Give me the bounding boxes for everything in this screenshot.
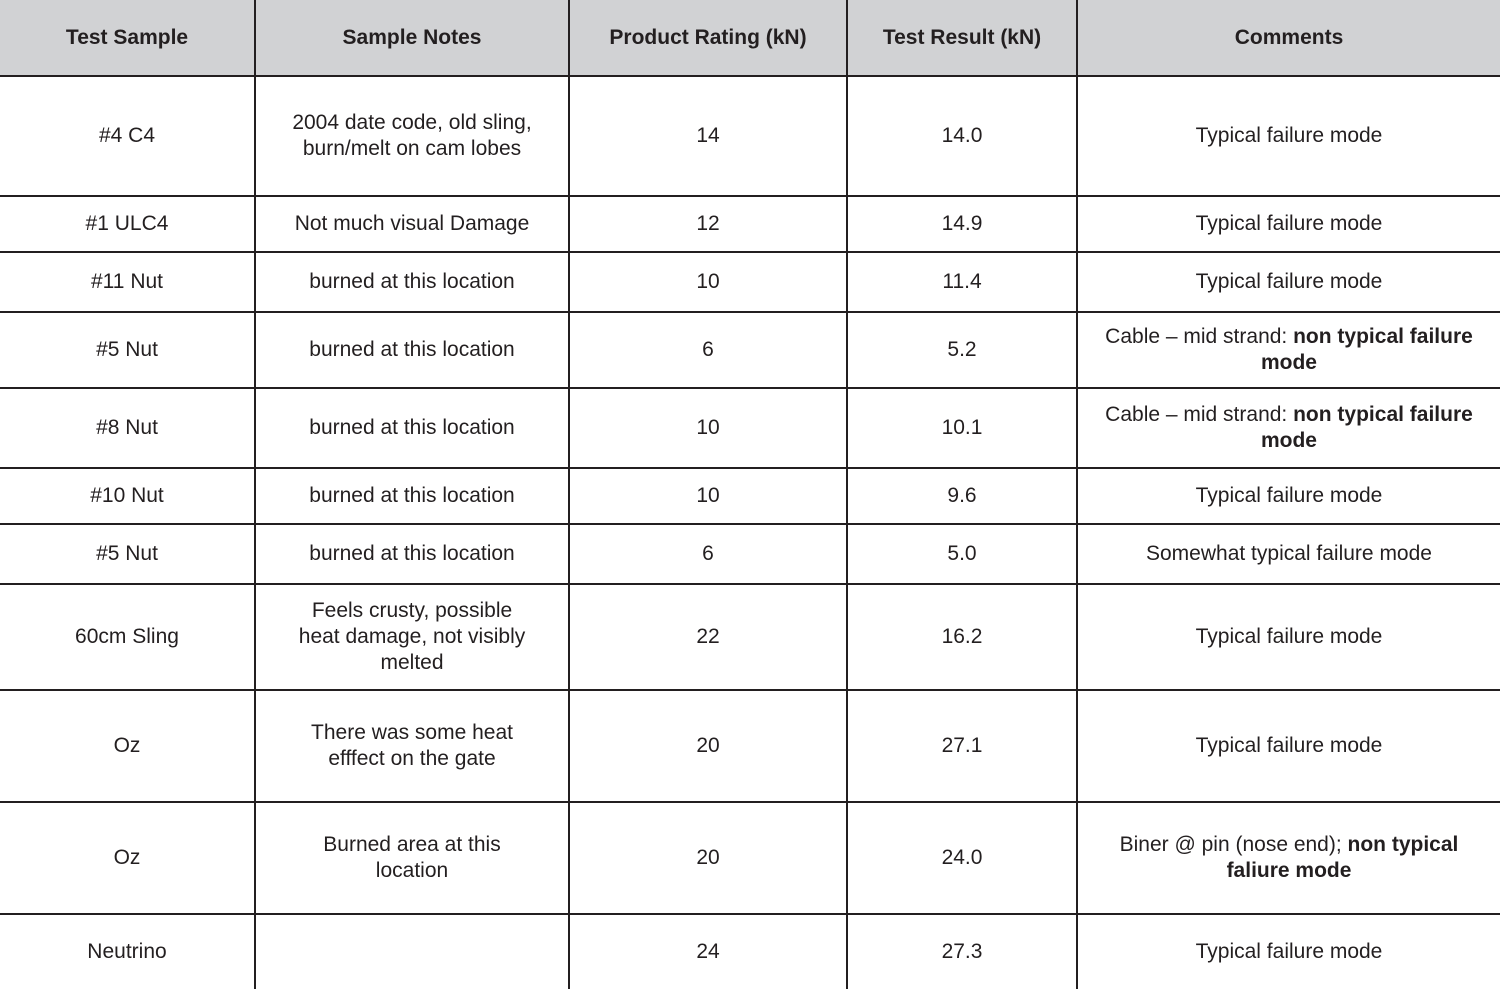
cell-test-result: 9.6 xyxy=(847,468,1077,524)
cell-product-rating: 10 xyxy=(569,252,847,312)
table-row xyxy=(0,76,1500,196)
cell-test-result: 5.0 xyxy=(847,524,1077,584)
cell-product-rating: 14 xyxy=(569,76,847,196)
cell-sample-notes: burned at this location xyxy=(255,468,569,524)
cell-comments xyxy=(1077,468,1500,524)
header-row xyxy=(0,0,1500,76)
comment-text: Typical failure mode xyxy=(1195,625,1383,648)
table-row xyxy=(0,196,1500,252)
cell-comments xyxy=(1077,524,1500,584)
comment-text: Typical failure mode xyxy=(1195,734,1383,757)
cell-product-rating: 24 xyxy=(569,914,847,989)
cell-sample-notes: Feels crusty, possible heat damage, not visibly melted xyxy=(255,584,569,690)
header-test-result: Test Result (kN) xyxy=(847,0,1077,76)
cell-test-result: 11.4 xyxy=(847,252,1077,312)
cell-product-rating: 22 xyxy=(569,584,847,690)
cell-test-sample: Oz xyxy=(0,690,255,802)
cell-sample-notes: burned at this location xyxy=(255,524,569,584)
cell-test-result: 14.9 xyxy=(847,196,1077,252)
cell-test-sample: #8 Nut xyxy=(0,388,255,468)
table-row xyxy=(0,388,1500,468)
cell-comments xyxy=(1077,690,1500,802)
table-row xyxy=(0,468,1500,524)
cell-test-sample: #5 Nut xyxy=(0,524,255,584)
table-row xyxy=(0,584,1500,690)
cell-comments xyxy=(1077,584,1500,690)
cell-product-rating: 6 xyxy=(569,312,847,388)
cell-sample-notes: burned at this location xyxy=(255,252,569,312)
table-row xyxy=(0,802,1500,914)
comment-text: Cable – mid strand: xyxy=(1105,325,1294,348)
cell-comments xyxy=(1077,388,1500,468)
cell-test-sample: #4 C4 xyxy=(0,76,255,196)
cell-comments xyxy=(1077,802,1500,914)
comment-text: Somewhat typical failure mode xyxy=(1146,542,1432,565)
comment-text: Typical failure mode xyxy=(1195,484,1383,507)
comment-text: Typical failure mode xyxy=(1195,270,1383,293)
comment-text: Cable – mid strand: xyxy=(1105,403,1294,426)
comment-bold-text: non typical failure mode xyxy=(1260,325,1473,374)
header-product-rating: Product Rating (kN) xyxy=(569,0,847,76)
cell-test-result: 27.1 xyxy=(847,690,1077,802)
comment-bold-text: non typical faliure mode xyxy=(1226,833,1459,882)
cell-sample-notes xyxy=(255,914,569,989)
header-test-sample: Test Sample xyxy=(0,0,255,76)
cell-test-sample: 60cm Sling xyxy=(0,584,255,690)
cell-product-rating: 20 xyxy=(569,690,847,802)
cell-test-sample: Neutrino xyxy=(0,914,255,989)
cell-product-rating: 10 xyxy=(569,468,847,524)
cell-sample-notes: burned at this location xyxy=(255,388,569,468)
cell-sample-notes: 2004 date code, old sling, burn/melt on cam lobes xyxy=(255,76,569,196)
cell-comments xyxy=(1077,76,1500,196)
comment-text: Typical failure mode xyxy=(1195,124,1383,147)
cell-test-result: 16.2 xyxy=(847,584,1077,690)
cell-sample-notes: burned at this location xyxy=(255,312,569,388)
table-row xyxy=(0,690,1500,802)
cell-sample-notes: Burned area at this location xyxy=(255,802,569,914)
comment-text: Biner @ pin (nose end); xyxy=(1119,833,1348,856)
comment-text: Typical failure mode xyxy=(1195,212,1383,235)
table-row xyxy=(0,312,1500,388)
comment-text: Typical failure mode xyxy=(1195,940,1383,963)
cell-comments xyxy=(1077,196,1500,252)
cell-sample-notes: There was some heat efffect on the gate xyxy=(255,690,569,802)
table-row xyxy=(0,914,1500,989)
cell-test-result: 24.0 xyxy=(847,802,1077,914)
cell-product-rating: 10 xyxy=(569,388,847,468)
table-row xyxy=(0,252,1500,312)
cell-test-result: 27.3 xyxy=(847,914,1077,989)
cell-test-sample: #11 Nut xyxy=(0,252,255,312)
table-row xyxy=(0,524,1500,584)
cell-product-rating: 20 xyxy=(569,802,847,914)
cell-test-result: 5.2 xyxy=(847,312,1077,388)
cell-test-sample: Oz xyxy=(0,802,255,914)
header-sample-notes: Sample Notes xyxy=(255,0,569,76)
header-comments: Comments xyxy=(1077,0,1500,76)
cell-test-sample: #10 Nut xyxy=(0,468,255,524)
cell-comments xyxy=(1077,252,1500,312)
cell-comments xyxy=(1077,914,1500,989)
cell-test-result: 14.0 xyxy=(847,76,1077,196)
cell-sample-notes: Not much visual Damage xyxy=(255,196,569,252)
cell-test-sample: #1 ULC4 xyxy=(0,196,255,252)
cell-comments xyxy=(1077,312,1500,388)
cell-test-sample: #5 Nut xyxy=(0,312,255,388)
comment-bold-text: non typical failure mode xyxy=(1260,403,1473,452)
cell-product-rating: 6 xyxy=(569,524,847,584)
cell-test-result: 10.1 xyxy=(847,388,1077,468)
cell-product-rating: 12 xyxy=(569,196,847,252)
